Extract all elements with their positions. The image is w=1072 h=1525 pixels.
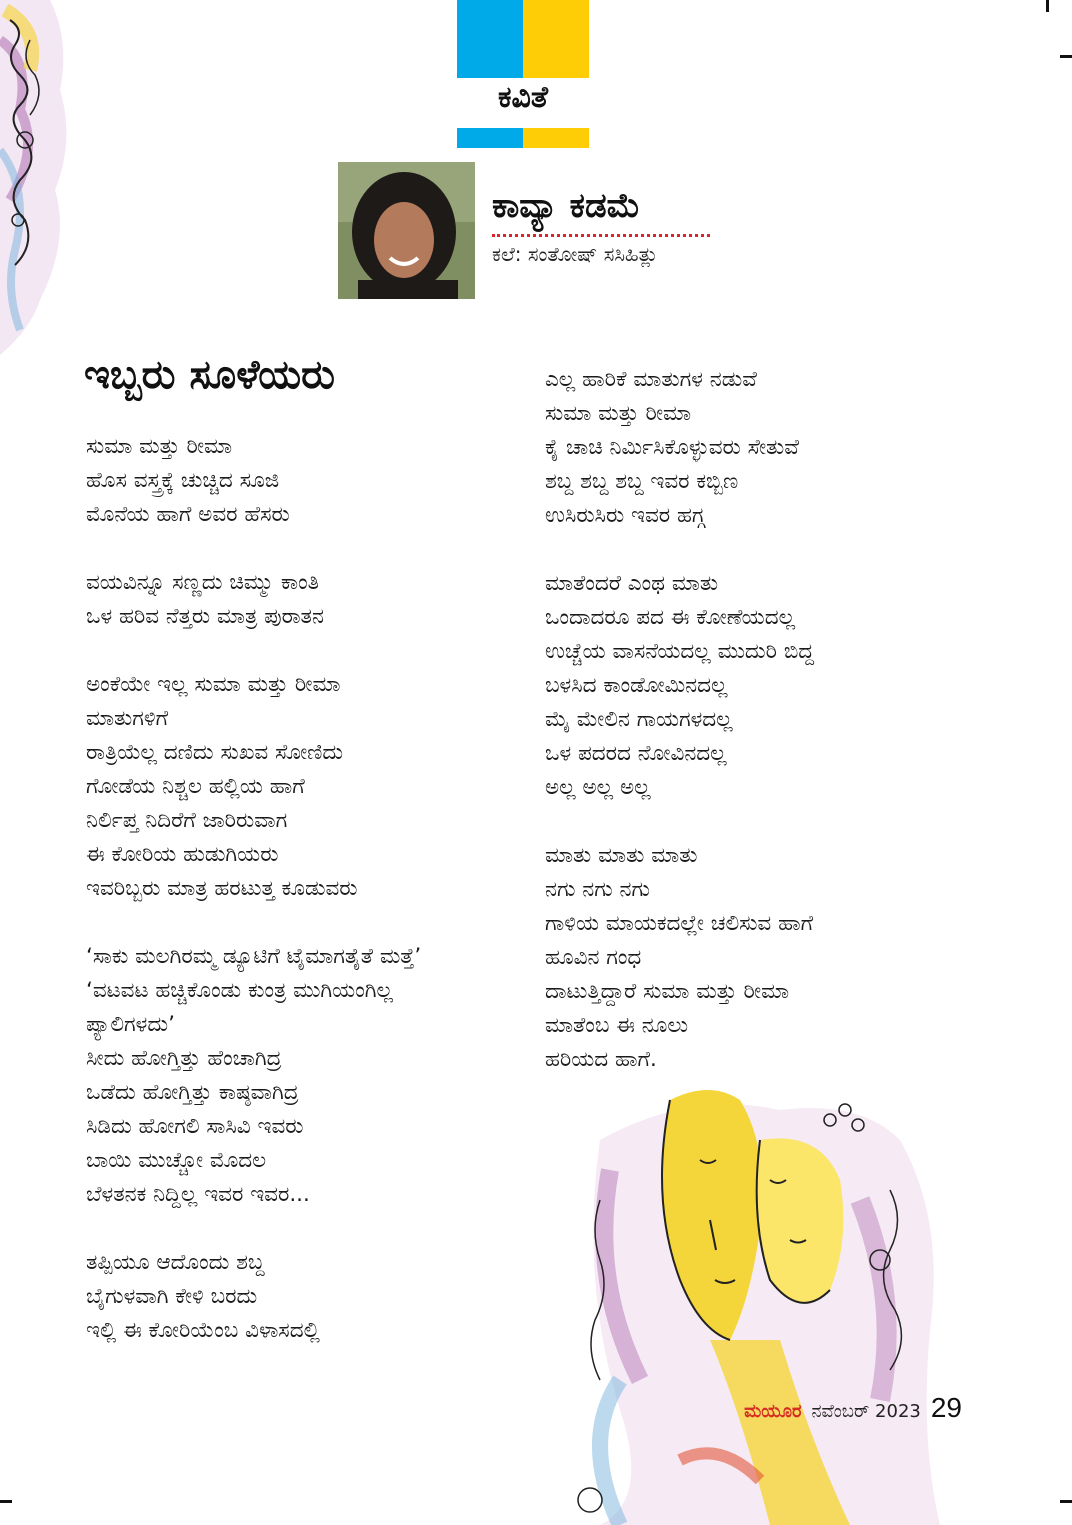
poem-line: ಉಚ್ಚೆಯ ವಾಸನೆಯದಲ್ಲ ಮುದುರಿ ಬಿದ್ದ: [545, 639, 815, 664]
stanza: [86, 430, 531, 532]
blue-bar: [457, 0, 523, 78]
poem-line: ಈ ಕೋರಿಯ ಹುಡುಗಿಯರು: [86, 842, 279, 867]
section-label: ಕವಿತೆ: [498, 80, 548, 115]
poem-line: ರಾತ್ರಿಯೆಲ್ಲ ದಣಿದು ಸುಖವ ಸೋಣಿದು: [86, 740, 344, 765]
poem-line: ವಯವಿನ್ನೂ ಸಣ್ಣದು ಚಿಮ್ಮು ಕಾಂತಿ: [86, 570, 320, 595]
poem-line: ಗಾಳಿಯ ಮಾಯಕದಲ್ಲೇ ಚಲಿಸುವ ಹಾಗೆ: [545, 911, 814, 936]
poem-line: ಇಲ್ಲಿ ಈ ಕೋರಿಯೆಂಬ ವಿಳಾಸದಲ್ಲಿ: [86, 1318, 320, 1343]
poem-line: ಹೂವಿನ ಗಂಧ: [545, 945, 642, 970]
poem-line: ಒಳ ಪದರದ ನೋವಿನದಲ್ಲ: [545, 741, 727, 766]
poem-line: ‘ಸಾಕು ಮಲಗಿರಮ್ಮ ಡ್ಯೂಟಿಗೆ ಟೈಮಾಗತೈತೆ ಮತ್ತೆ’: [86, 944, 422, 969]
poem-line: ಶಬ್ದ ಶಬ್ದ ಶಬ್ದ ಇವರ ಕಬ್ಬಿಣ: [545, 469, 739, 494]
poem-line: ಕೈ ಚಾಚಿ ನಿರ್ಮಿಸಿಕೊಳ್ಳುವರು ಸೇತುವೆ: [545, 435, 799, 460]
poem-line: ಅಂಕೆಯೇ ಇಲ್ಲ ಸುಮಾ ಮತ್ತು ರೀಮಾ: [86, 672, 341, 697]
poem-line: ತಪ್ಪಿಯೂ ಆದೊಂದು ಶಬ್ದ: [86, 1250, 265, 1275]
author-photo: [338, 162, 475, 299]
poem-title: ಇಬ್ಬರು ಸೂಳೆಯರು: [84, 352, 335, 398]
blue-strip: [457, 128, 523, 148]
poem-line: ‘ವಟವಟ ಹಚ್ಚಿಕೊಂಡು ಕುಂತ್ರ ಮುಗಿಯಂಗಿಲ್ಲ: [86, 978, 393, 1003]
page-footer: [744, 1392, 962, 1424]
poem-line: ಬೆಳತನಕ ನಿದ್ದಿಲ್ಲ ಇವರ ಇವರ...: [86, 1182, 310, 1207]
poem-line: ಒಂದಾದರೂ ಪದ ಈ ಕೋಣೆಯದಲ್ಲ: [545, 605, 796, 630]
poem-line: ಬೈಗುಳವಾಗಿ ಕೇಳಿ ಬರದು: [86, 1284, 258, 1309]
poem-line: ಸೀದು ಹೋಗ್ತಿತ್ತು ಹೆಂಚಾಗಿದ್ರ: [86, 1046, 282, 1071]
left-edge-illustration: [0, 0, 80, 360]
poem-line: ಎಲ್ಲ ಹಾರಿಕೆ ಮಾತುಗಳ ನಡುವೆ: [545, 367, 757, 392]
poem-line: ಒಡೆದು ಹೋಗ್ತಿತ್ತು ಕಾಷ್ಠವಾಗಿದ್ರ: [86, 1080, 299, 1105]
poem-line: ಬಾಯಿ ಮುಚ್ಚೋ ಮೊದಲ: [86, 1148, 267, 1173]
poem-line: ಒಳ ಹರಿವ ನೆತ್ತರು ಮಾತ್ರ ಪುರಾತನ: [86, 604, 324, 629]
poem-line: ಪ್ಯಾಲಿಗಳದು’: [86, 1012, 175, 1037]
poem-line: ಹರಿಯದ ಹಾಗೆ.: [545, 1047, 657, 1072]
poem-line: ಮೈ ಮೇಲಿನ ಗಾಯಗಳದಲ್ಲ: [545, 707, 733, 732]
crop-mark: [0, 1500, 12, 1503]
stanza: [86, 566, 531, 634]
crop-mark: [1060, 1500, 1072, 1503]
poem-line: ಸುಮಾ ಮತ್ತು ರೀಮಾ: [545, 401, 692, 426]
author-name: ಕಾವ್ಯಾ ಕಡಮೆ: [492, 186, 641, 226]
poem-line: ನಿರ್ಲಿಪ್ತ ನಿದಿರೆಗೆ ಜಾರಿರುವಾಗ: [86, 808, 288, 833]
stanza: [545, 363, 945, 533]
section-color-block: [457, 0, 589, 150]
stanza: [86, 940, 531, 1212]
crop-mark: [1060, 55, 1072, 58]
page-number: 29: [930, 1392, 962, 1423]
poem-line: ಬಳಸಿದ ಕಾಂಡೋಮಿನದಲ್ಲ: [545, 673, 728, 698]
issue-date: ನವೆಂಬರ್ 2023: [811, 1401, 921, 1422]
art-credit: ಕಲೆ: ಸಂತೋಷ್ ಸಸಿಹಿತ್ಲು: [492, 242, 659, 266]
poem-line: ಮೊನೆಯ ಹಾಗೆ ಅವರ ಹೆಸರು: [86, 502, 290, 527]
poem-line: ಹೊಸ ವಸ್ತ್ರಕ್ಕೆ ಚುಚ್ಚಿದ ಸೂಜಿ: [86, 468, 280, 493]
poem-line: ಮಾತೆಂದರೆ ಎಂಥ ಮಾತು: [545, 571, 719, 596]
yellow-bar: [523, 0, 589, 78]
poem-line: ಸುಮಾ ಮತ್ತು ರೀಮಾ: [86, 434, 233, 459]
poem-line: ದಾಟುತ್ತಿದ್ದಾರೆ ಸುಮಾ ಮತ್ತು ರೀಮಾ: [545, 979, 790, 1004]
stanza: [86, 1246, 531, 1348]
stanza: [86, 668, 531, 906]
poem-line: ಮಾತೆಂಬ ಈ ನೂಲು: [545, 1013, 689, 1038]
poem-line: ಗೋಡೆಯ ನಿಶ್ಚಲ ಹಲ್ಲಿಯ ಹಾಗೆ: [86, 774, 305, 799]
poem-line: ನಗು ನಗು ನಗು: [545, 877, 650, 902]
poem-line: ಅಲ್ಲ ಅಲ್ಲ ಅಲ್ಲ: [545, 775, 651, 800]
poem-line: ಸಿಡಿದು ಹೋಗಲಿ ಸಾಸಿವಿ ಇವರು: [86, 1114, 304, 1139]
poem-right-column: [545, 363, 945, 1111]
poem-line: ಉಸಿರುಸಿರು ಇವರ ಹಗ್ಗ: [545, 503, 705, 528]
crop-mark: [1046, 0, 1049, 12]
poem-line: ಮಾತುಗಳಿಗೆ: [86, 706, 169, 731]
poem-line: ಇವರಿಬ್ಬರು ಮಾತ್ರ ಹರಟುತ್ತ ಕೂಡುವರು: [86, 876, 358, 901]
two-women-illustration: [560, 1080, 950, 1525]
stanza: [545, 839, 945, 1077]
poem-line: ಮಾತು ಮಾತು ಮಾತು: [545, 843, 698, 868]
yellow-strip: [523, 128, 589, 148]
dotted-divider: [492, 234, 710, 237]
magazine-name: ಮಯೂರ: [744, 1401, 802, 1422]
poem-left-column: [86, 430, 531, 1382]
stanza: [545, 567, 945, 805]
